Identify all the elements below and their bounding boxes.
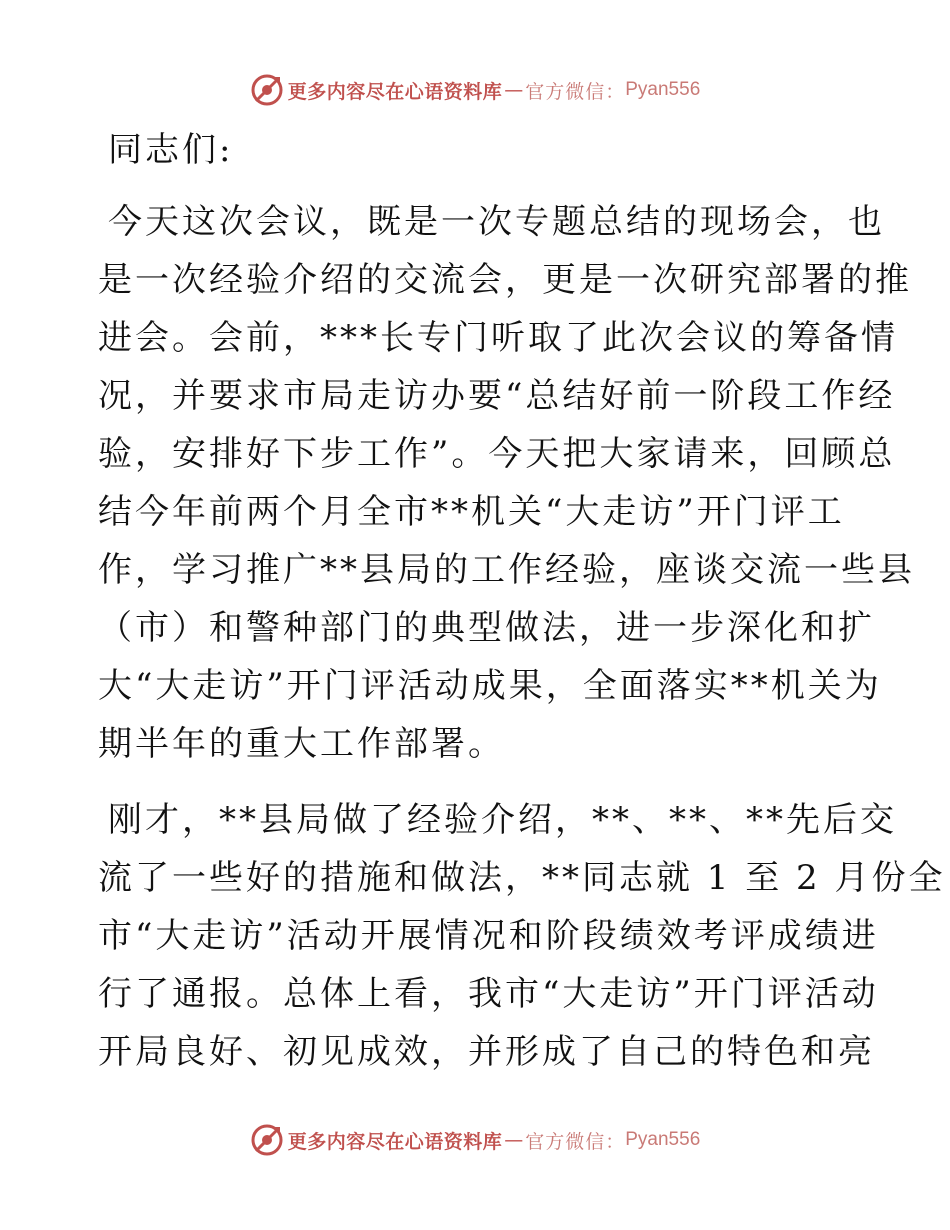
- paragraph-line: 市“大走访”活动开展情况和阶段绩效考评成绩进: [98, 916, 879, 956]
- paragraph-line: 大“大走访”开门评活动成果，全面落实**机关为: [98, 666, 882, 706]
- paragraph-line: 今天这次会议，既是一次专题总结的现场会，也: [108, 202, 885, 242]
- paragraph-line: 流了一些好的措施和做法，**同志就 1 至 2 月份全: [98, 858, 946, 898]
- watermark-text: 更多内容尽在心语资料库: [287, 80, 503, 103]
- paragraph-line: 作，学习推广**县局的工作经验，座谈交流一些县: [98, 550, 915, 590]
- watermark-text: 更多内容尽在心语资料库: [287, 1130, 503, 1153]
- watermark-contact-label: 官方微信：: [525, 1130, 626, 1153]
- watermark-separator: —: [504, 1129, 524, 1151]
- paragraph-line: 期半年的重大工作部署。: [98, 724, 505, 764]
- paragraph-line: 况，并要求市局走访办要“总结好前一阶段工作经: [98, 376, 896, 416]
- footer-watermark: [0, 1120, 950, 1160]
- paragraph-line: 行了通报。总体上看，我市“大走访”开门评活动: [98, 974, 879, 1014]
- paragraph-line: 是一次经验介绍的交流会，更是一次研究部署的推: [98, 260, 912, 300]
- watermark-contact-id: Pyan556: [625, 79, 701, 100]
- logo-icon: [250, 1123, 284, 1157]
- header-watermark: [0, 70, 950, 110]
- watermark-separator: —: [504, 79, 524, 101]
- paragraph-line: 刚才，**县局做了经验介绍，**、**、**先后交: [108, 800, 897, 840]
- paragraph-line: 结今年前两个月全市**机关“大走访”开门评工: [98, 492, 845, 532]
- greeting: 同志们:: [108, 130, 234, 170]
- paragraph-line: 进会。会前，***长专门听取了此次会议的筹备情: [98, 318, 898, 358]
- paragraph-line: 验，安排好下步工作”。今天把大家请来，回顾总: [98, 434, 896, 474]
- watermark-contact-id: Pyan556: [625, 1129, 701, 1150]
- logo-icon: [250, 73, 284, 107]
- paragraph-line: 开局良好、初见成效，并形成了自己的特色和亮: [98, 1032, 875, 1072]
- watermark-contact-label: 官方微信：: [525, 80, 626, 103]
- paragraph-line: （市）和警种部门的典型做法，进一步深化和扩: [98, 608, 875, 648]
